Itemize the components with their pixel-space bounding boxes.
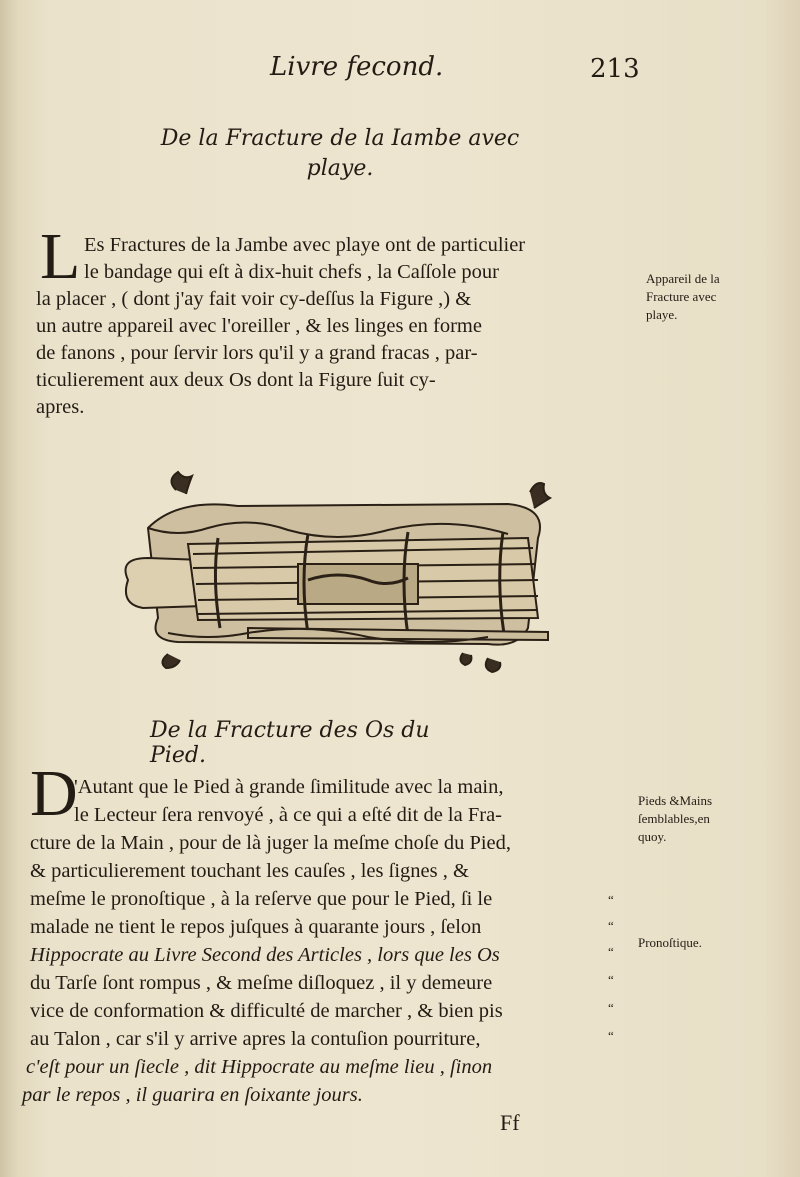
section1-title-line1: De la Fracture de la Iambe avec xyxy=(160,126,520,151)
section1-line: de fanons , pour ſervir lors qu'il y a grand fracas , par- xyxy=(36,342,478,364)
section2-line: au Talon , car s'il y arrive apres la contuſion pourriture, xyxy=(30,1028,481,1050)
margin-note-line: playe. xyxy=(646,307,678,322)
section2-line: vice de conformation & difficulté de marcher , & bien pis xyxy=(30,1000,503,1022)
margin-note-line: Pieds &Mains xyxy=(638,793,713,808)
quote-mark: “ xyxy=(608,1028,614,1043)
section1-line: le bandage qui eſt à dix-huit chefs , la Caſſole pour xyxy=(84,261,499,283)
section1-line: ticulierement aux deux Os dont la Figure ſuit cy- xyxy=(36,369,436,391)
margin-note-line: quoy. xyxy=(638,829,667,844)
page-number: 213 xyxy=(590,54,640,84)
section2-title: De la Fracture des Os du Pied. xyxy=(150,718,430,768)
section1-line: la placer , ( dont j'ay fait voir cy-deſſus la Figure ,) & xyxy=(36,288,472,310)
section2-line: 'Autant que le Pied à grande ſimilitude avec la main, xyxy=(74,776,504,798)
quote-mark: “ xyxy=(608,892,614,907)
section1-dropcap: L xyxy=(40,220,81,293)
margin-note-line: ſemblables,en xyxy=(638,811,710,826)
margin-note-line: Appareil de la xyxy=(646,271,720,286)
section2-line: cture de la Main , pour de là juger la meſme choſe du Pied, xyxy=(30,832,512,854)
section2-line: du Tarſe ſont rompus , & meſme diſloquez , il y demeure xyxy=(30,972,493,994)
section2-line: c'eſt pour un ſiecle , dit Hippocrate au meſme lieu , ſinon xyxy=(26,1056,493,1078)
section1-line: un autre appareil avec l'oreiller , & les linges en forme xyxy=(36,315,482,337)
section2-line: Hippocrate au Livre Second des Articles , lors que les Os xyxy=(30,944,500,966)
section2-line: le Lecteur ſera renvoyé , à ce qui a eſté dit de la Fra- xyxy=(74,804,502,826)
section1-line: Es Fractures de la Jambe avec playe ont de particulier xyxy=(84,234,526,256)
section1-line: apres. xyxy=(36,396,85,418)
margin-note-line: Fracture avec xyxy=(646,289,717,304)
section1-title-line2: playe. xyxy=(306,156,374,181)
section2-dropcap: D xyxy=(30,757,78,830)
quote-mark: “ xyxy=(608,918,614,933)
section2-line: & particulierement touchant les cauſes , les ſignes , & xyxy=(30,860,469,882)
leg-fracture-bandage-illustration xyxy=(108,468,558,678)
margin-note-pronostique: Pronoſtique. xyxy=(638,935,702,950)
quote-mark: “ xyxy=(608,972,614,987)
quote-mark: “ xyxy=(608,1000,614,1015)
section2-line: meſme le pronoſtique , à la reſerve que pour le Pied, ſi le xyxy=(30,888,493,910)
running-title: Livre fecond. xyxy=(270,52,444,82)
section2-line: par le repos , il guarira en ſoixante jours. xyxy=(22,1084,363,1106)
signature-mark: Ff xyxy=(500,1110,520,1135)
quote-mark: “ xyxy=(608,944,614,959)
section2-line: malade ne tient le repos juſques à quarante jours , ſelon xyxy=(30,916,482,938)
